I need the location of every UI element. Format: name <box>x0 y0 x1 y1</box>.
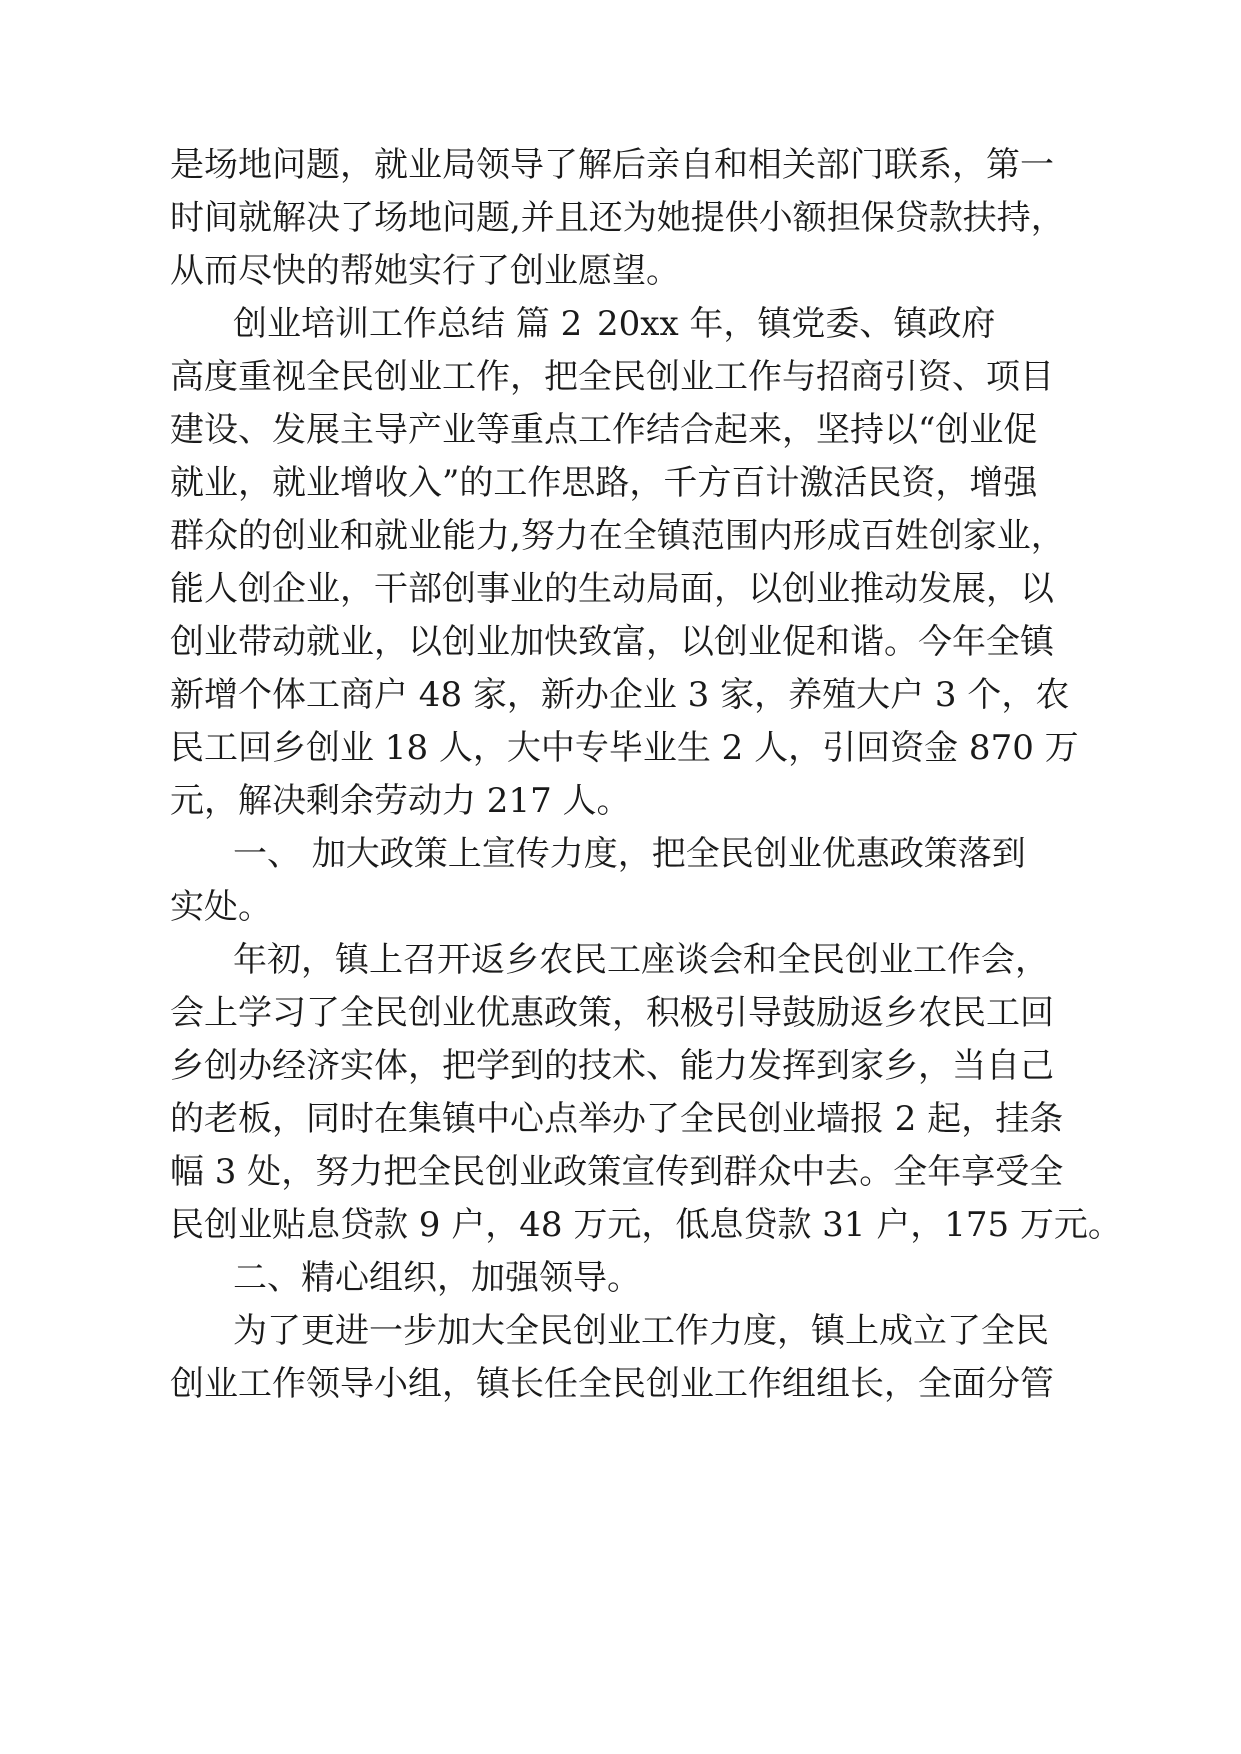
section-heading: 一、 加大政策上宣传力度，把全民创业优惠政策落到 <box>233 834 1026 874</box>
line-text: 20xx 年，镇党委、镇政府 <box>597 304 996 344</box>
text-line <box>0 188 1241 248</box>
line-text: 年初，镇上召开返乡农民工座谈会和全民创业工作会， <box>233 940 1049 980</box>
line-text: 为了更进一步加大全民创业工作力度，镇上成立了全民 <box>233 1311 1049 1351</box>
text-line <box>0 824 1241 884</box>
line-text: 民创业贴息贷款 9 户，48 万元，低息贷款 31 户，175 万元。 <box>170 1205 1122 1245</box>
text-line <box>0 1142 1241 1202</box>
line-text: 新增个体工商户 48 家，新办企业 3 家，养殖大户 3 个，农 <box>170 675 1070 715</box>
line-text: 乡创办经济实体，把学到的技术、能力发挥到家乡，当自己 <box>170 1046 1054 1086</box>
text-line <box>0 665 1241 725</box>
line-text: 能人创企业，干部创事业的生动局面，以创业推动发展，以 <box>170 569 1054 609</box>
line-text: 创业工作领导小组，镇长任全民创业工作组组长，全面分管 <box>170 1364 1054 1404</box>
line-text: 时间就解决了场地问题,并且还为她提供小额担保贷款扶持， <box>170 198 1065 238</box>
text-line <box>0 1354 1241 1414</box>
text-line <box>0 877 1241 937</box>
line-text: 就业，就业增收入”的工作思路，千方百计激活民资，增强 <box>170 463 1038 503</box>
section-heading: 创业培训工作总结 篇 2 <box>233 304 583 344</box>
text-line <box>0 135 1241 195</box>
text-line <box>0 559 1241 619</box>
text-line <box>0 612 1241 672</box>
line-text: 的老板，同时在集镇中心点举办了全民创业墙报 2 起，挂条 <box>170 1099 1064 1139</box>
text-line <box>0 453 1241 513</box>
line-text: 创业带动就业，以创业加快致富，以创业促和谐。今年全镇 <box>170 622 1054 662</box>
text-line <box>0 983 1241 1043</box>
text-line <box>0 1301 1241 1361</box>
text-line <box>0 771 1241 831</box>
text-line <box>0 506 1241 566</box>
line-text: 建设、发展主导产业等重点工作结合起来，坚持以“创业促 <box>170 410 1038 450</box>
line-text: 从而尽快的帮她实行了创业愿望。 <box>170 251 680 291</box>
line-text: 元，解决剩余劳动力 217 人。 <box>170 781 631 821</box>
text-line <box>0 400 1241 460</box>
line-text: 群众的创业和就业能力,努力在全镇范围内形成百姓创家业， <box>170 516 1065 556</box>
line-text: 会上学习了全民创业优惠政策，积极引导鼓励返乡农民工回 <box>170 993 1054 1033</box>
line-text: 实处。 <box>170 887 272 927</box>
text-line <box>0 930 1241 990</box>
line-text: 幅 3 处，努力把全民创业政策宣传到群众中去。全年享受全 <box>170 1152 1064 1192</box>
line-text: 民工回乡创业 18 人，大中专毕业生 2 人，引回资金 870 万 <box>170 728 1079 768</box>
text-line <box>0 241 1241 301</box>
text-line <box>0 1089 1241 1149</box>
text-line <box>0 718 1241 778</box>
line-text: 高度重视全民创业工作，把全民创业工作与招商引资、项目 <box>170 357 1054 397</box>
line-text: 是场地问题，就业局领导了解后亲自和相关部门联系，第一 <box>170 145 1054 185</box>
text-line <box>0 1036 1241 1096</box>
text-line <box>0 294 1241 354</box>
text-line <box>0 1195 1241 1255</box>
section-heading: 二、精心组织，加强领导。 <box>233 1258 641 1298</box>
text-line <box>0 1248 1241 1308</box>
text-line <box>0 347 1241 407</box>
